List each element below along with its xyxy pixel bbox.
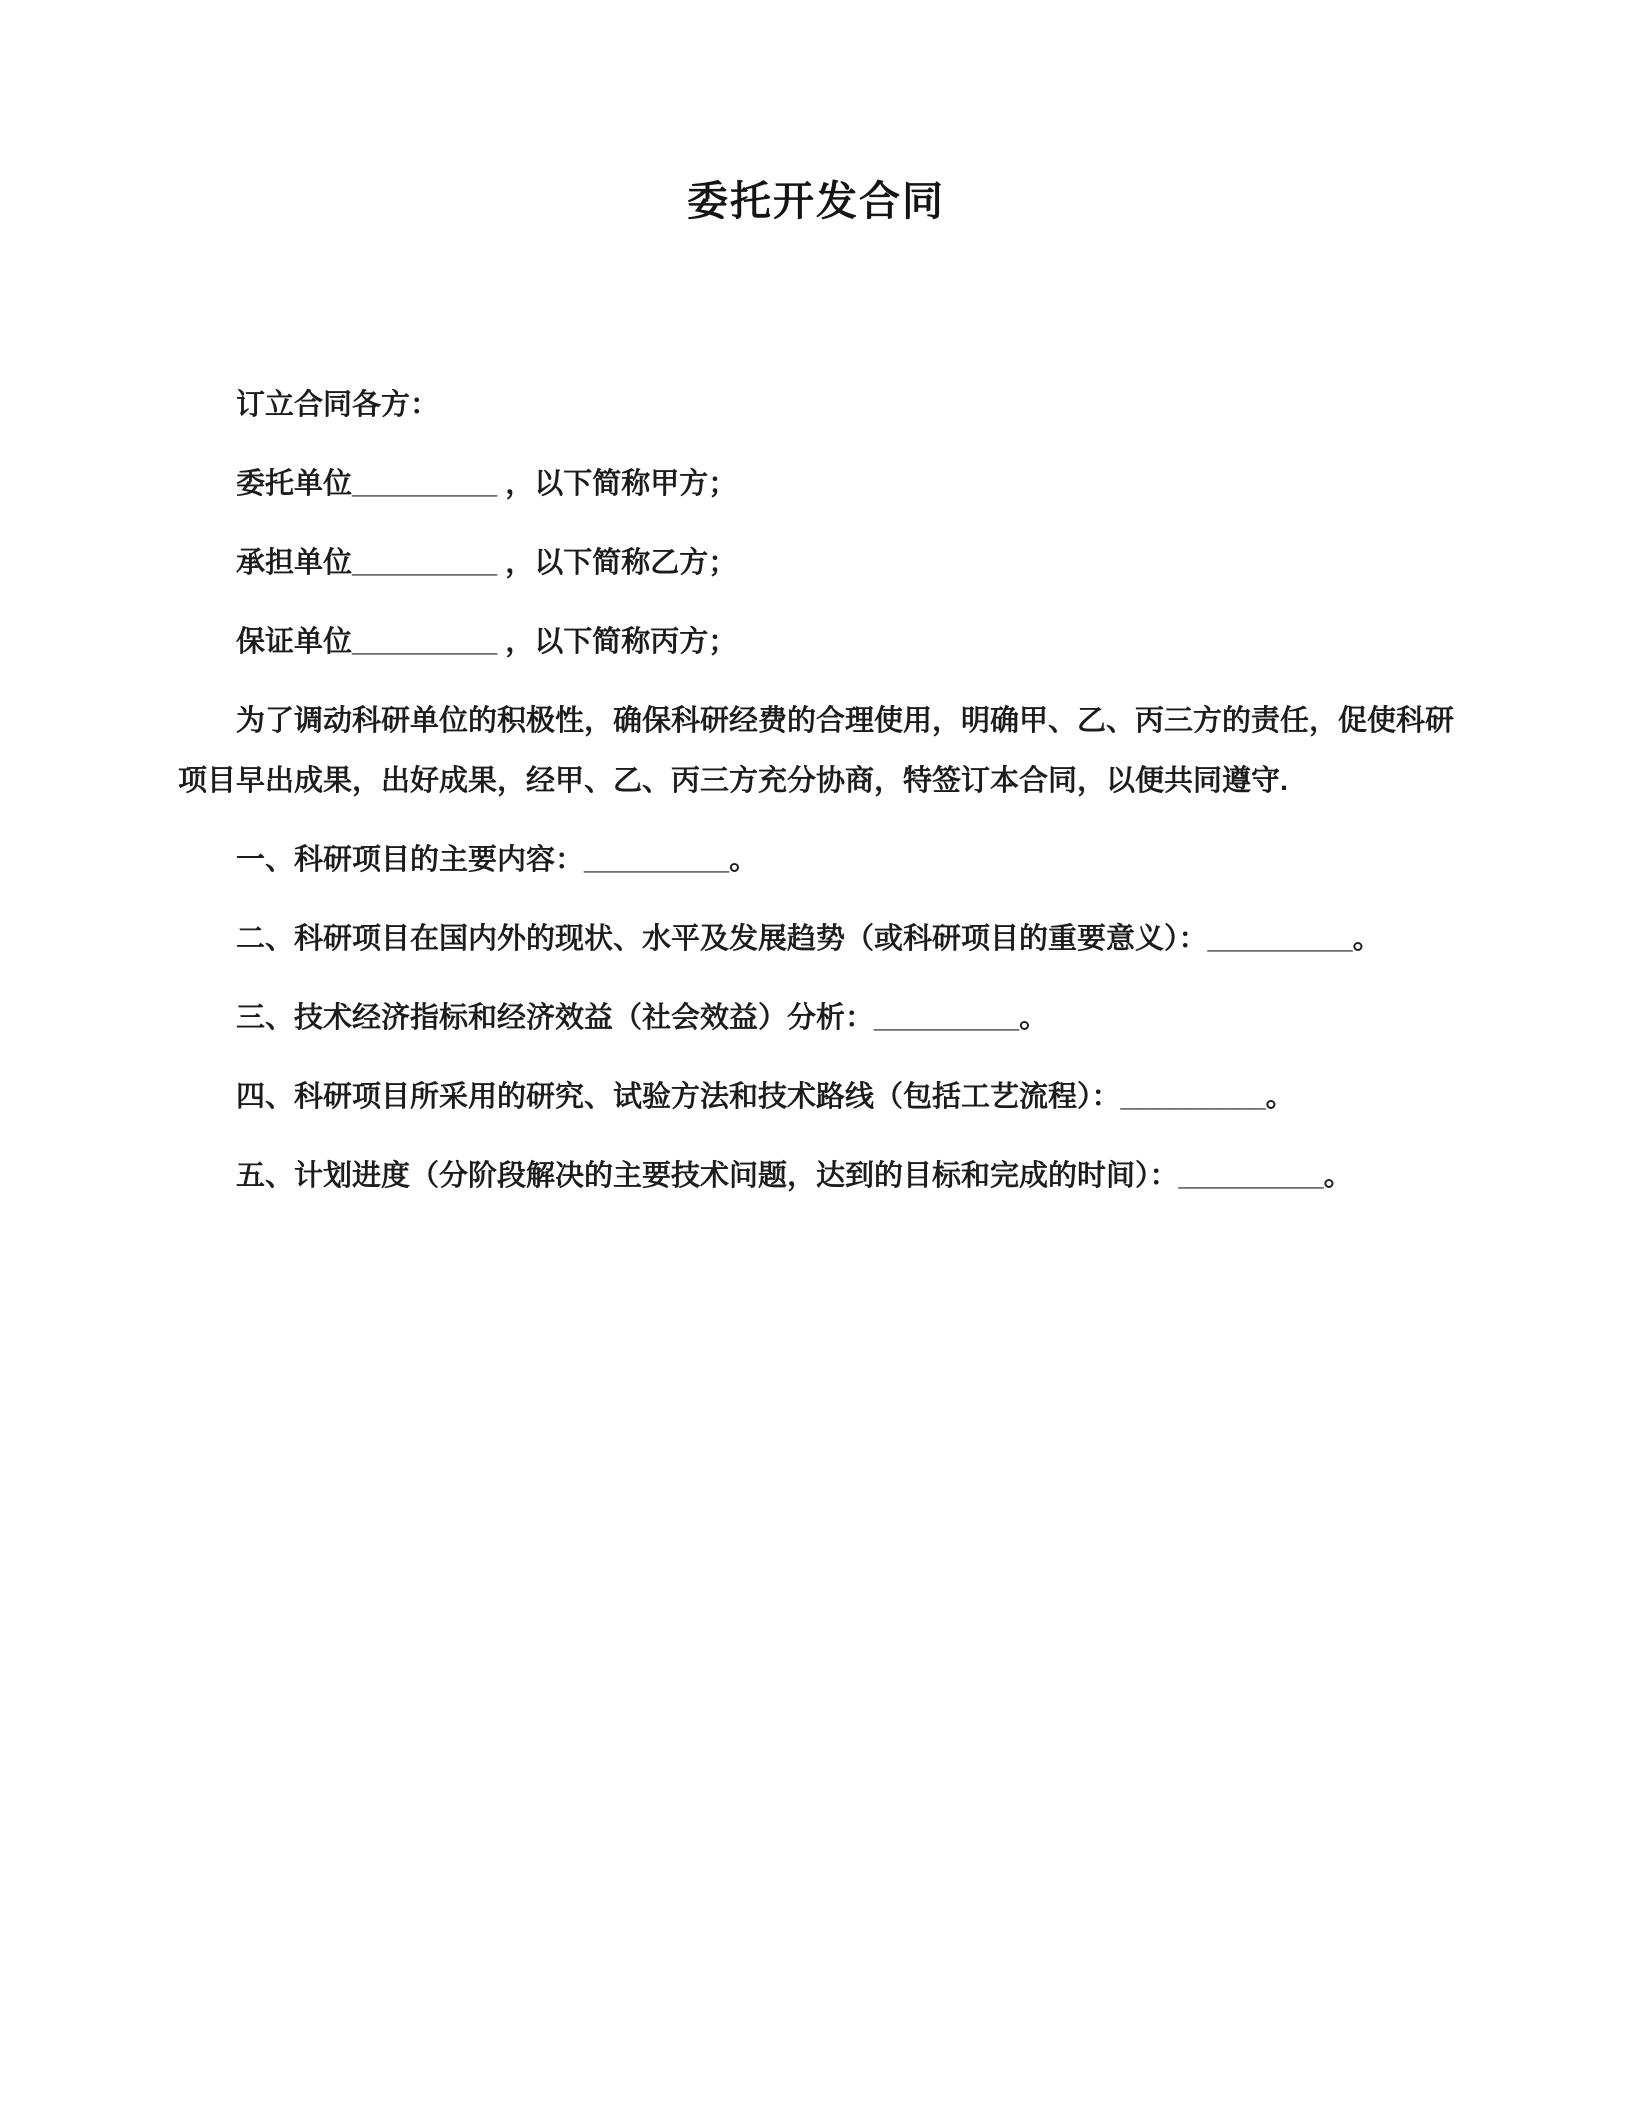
paragraph-entrusting-unit: 委托单位_________ ，以下简称甲方； <box>236 468 738 500</box>
paragraph-guarantee-unit: 保证单位_________ ，以下简称丙方； <box>236 626 738 658</box>
paragraph-parties-intro: 订立合同各方： <box>236 389 440 421</box>
clause-4-research-methods: 四、科研项目所采用的研究、试验方法和技术路线（包括工艺流程）：_________。 <box>236 1081 1295 1113</box>
clause-2-status-and-trends: 二、科研项目在国内外的现状、水平及发展趋势（或科研项目的重要意义）：_________。 <box>236 923 1382 955</box>
clause-5-schedule: 五、计划进度（分阶段解决的主要技术问题，达到的目标和完成的时间）：_________。 <box>236 1160 1353 1192</box>
clause-3-economic-analysis: 三、技术经济指标和经济效益（社会效益）分析：_________。 <box>236 1002 1049 1034</box>
document-title: 委托开发合同 <box>687 178 945 224</box>
document-body <box>178 375 1454 1206</box>
clause-1-main-content: 一、科研项目的主要内容：_________。 <box>236 844 759 876</box>
paragraph-preamble: 为了调动科研单位的积极性，确保科研经费的合理使用，明确甲、乙、丙三方的责任，促使科研项目早出成果，出好成果，经甲、乙、丙三方充分协商，特签订本合同，以便共同遵守. <box>178 705 1455 797</box>
paragraph-undertaking-unit: 承担单位_________ ，以下简称乙方； <box>236 547 738 579</box>
